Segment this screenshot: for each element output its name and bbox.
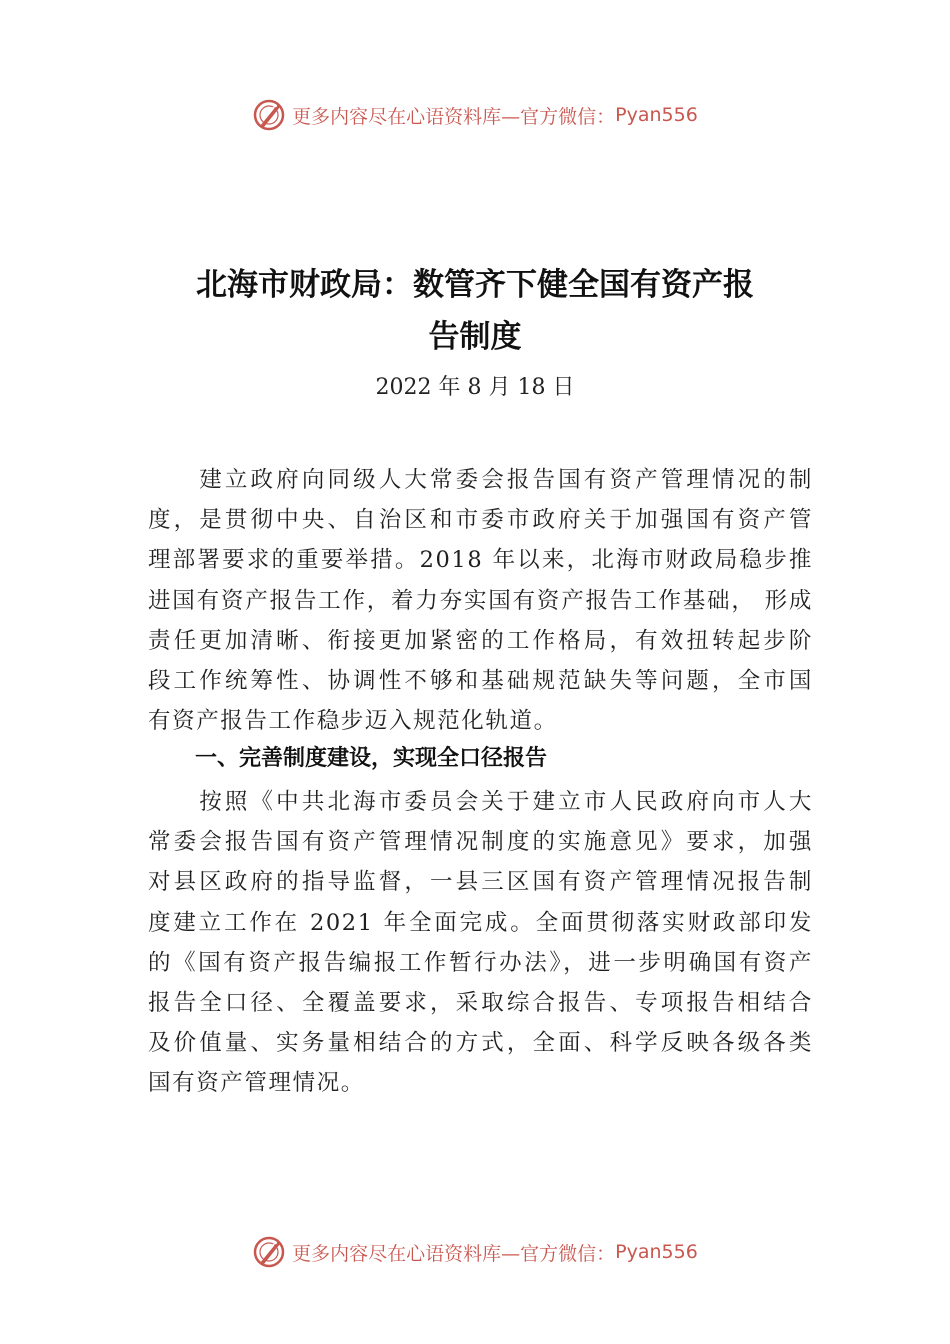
paragraph-line: 进国有资产报告工作，着力夯实国有资产报告工作基础， 形成 <box>148 587 813 614</box>
paragraph-intro <box>148 460 813 741</box>
quill-seal-icon <box>252 1235 286 1269</box>
section-heading-1: 一、完善制度建设，实现全口径报告 <box>195 746 548 771</box>
paragraph-line: 对县区政府的指导监督，一县三区国有资产管理情况报告制 <box>148 869 813 896</box>
watermark-text: 更多内容尽在心语资料库—官方微信： <box>292 1242 616 1265</box>
document-title-line-2: 告制度 <box>428 319 522 355</box>
paragraph-line: 报告全口径、全覆盖要求，采取综合报告、专项报告相结合 <box>148 990 813 1017</box>
paragraph-line: 度建立工作在 2021 年全面完成。全面贯彻落实财政部印发 <box>148 909 813 936</box>
paragraph-line: 理部署要求的重要举措。2018 年以来，北海市财政局稳步推 <box>148 547 813 574</box>
quill-seal-icon <box>252 98 286 132</box>
paragraph-line: 责任更加清晰、衔接更加紧密的工作格局，有效扭转起步阶 <box>148 627 813 654</box>
paragraph-line: 国有资产管理情况。 <box>148 1070 365 1097</box>
paragraph-line: 段工作统筹性、协调性不够和基础规范缺失等问题，全市国 <box>148 668 813 695</box>
footer-watermark <box>0 1232 950 1272</box>
paragraph-line: 常委会报告国有资产管理情况制度的实施意见》要求，加强 <box>148 829 813 856</box>
header-watermark <box>0 95 950 135</box>
paragraph-line: 及价值量、实务量相结合的方式，全面、科学反映各级各类 <box>148 1030 813 1057</box>
paragraph-line: 有资产报告工作稳步迈入规范化轨道。 <box>148 708 558 735</box>
paragraph-section-1 <box>148 782 813 1104</box>
watermark-text: 更多内容尽在心语资料库—官方微信： <box>292 105 616 128</box>
paragraph-line: 度，是贯彻中央、自治区和市委市政府关于加强国有资产管 <box>148 507 813 534</box>
watermark-wechat-id: Pyan556 <box>615 1241 698 1263</box>
paragraph-line: 建立政府向同级人大常委会报告国有资产管理情况的制 <box>148 467 813 493</box>
watermark-wechat-id: Pyan556 <box>615 104 698 126</box>
paragraph-line: 按照《中共北海市委员会关于建立市人民政府向市人大 <box>148 789 813 815</box>
document-date: 2022 年 8 月 18 日 <box>375 375 575 400</box>
paragraph-line: 的《国有资产报告编报工作暂行办法》，进一步明确国有资产 <box>148 949 813 976</box>
document-title-line-1: 北海市财政局：数管齐下健全国有资产报 <box>196 267 754 303</box>
